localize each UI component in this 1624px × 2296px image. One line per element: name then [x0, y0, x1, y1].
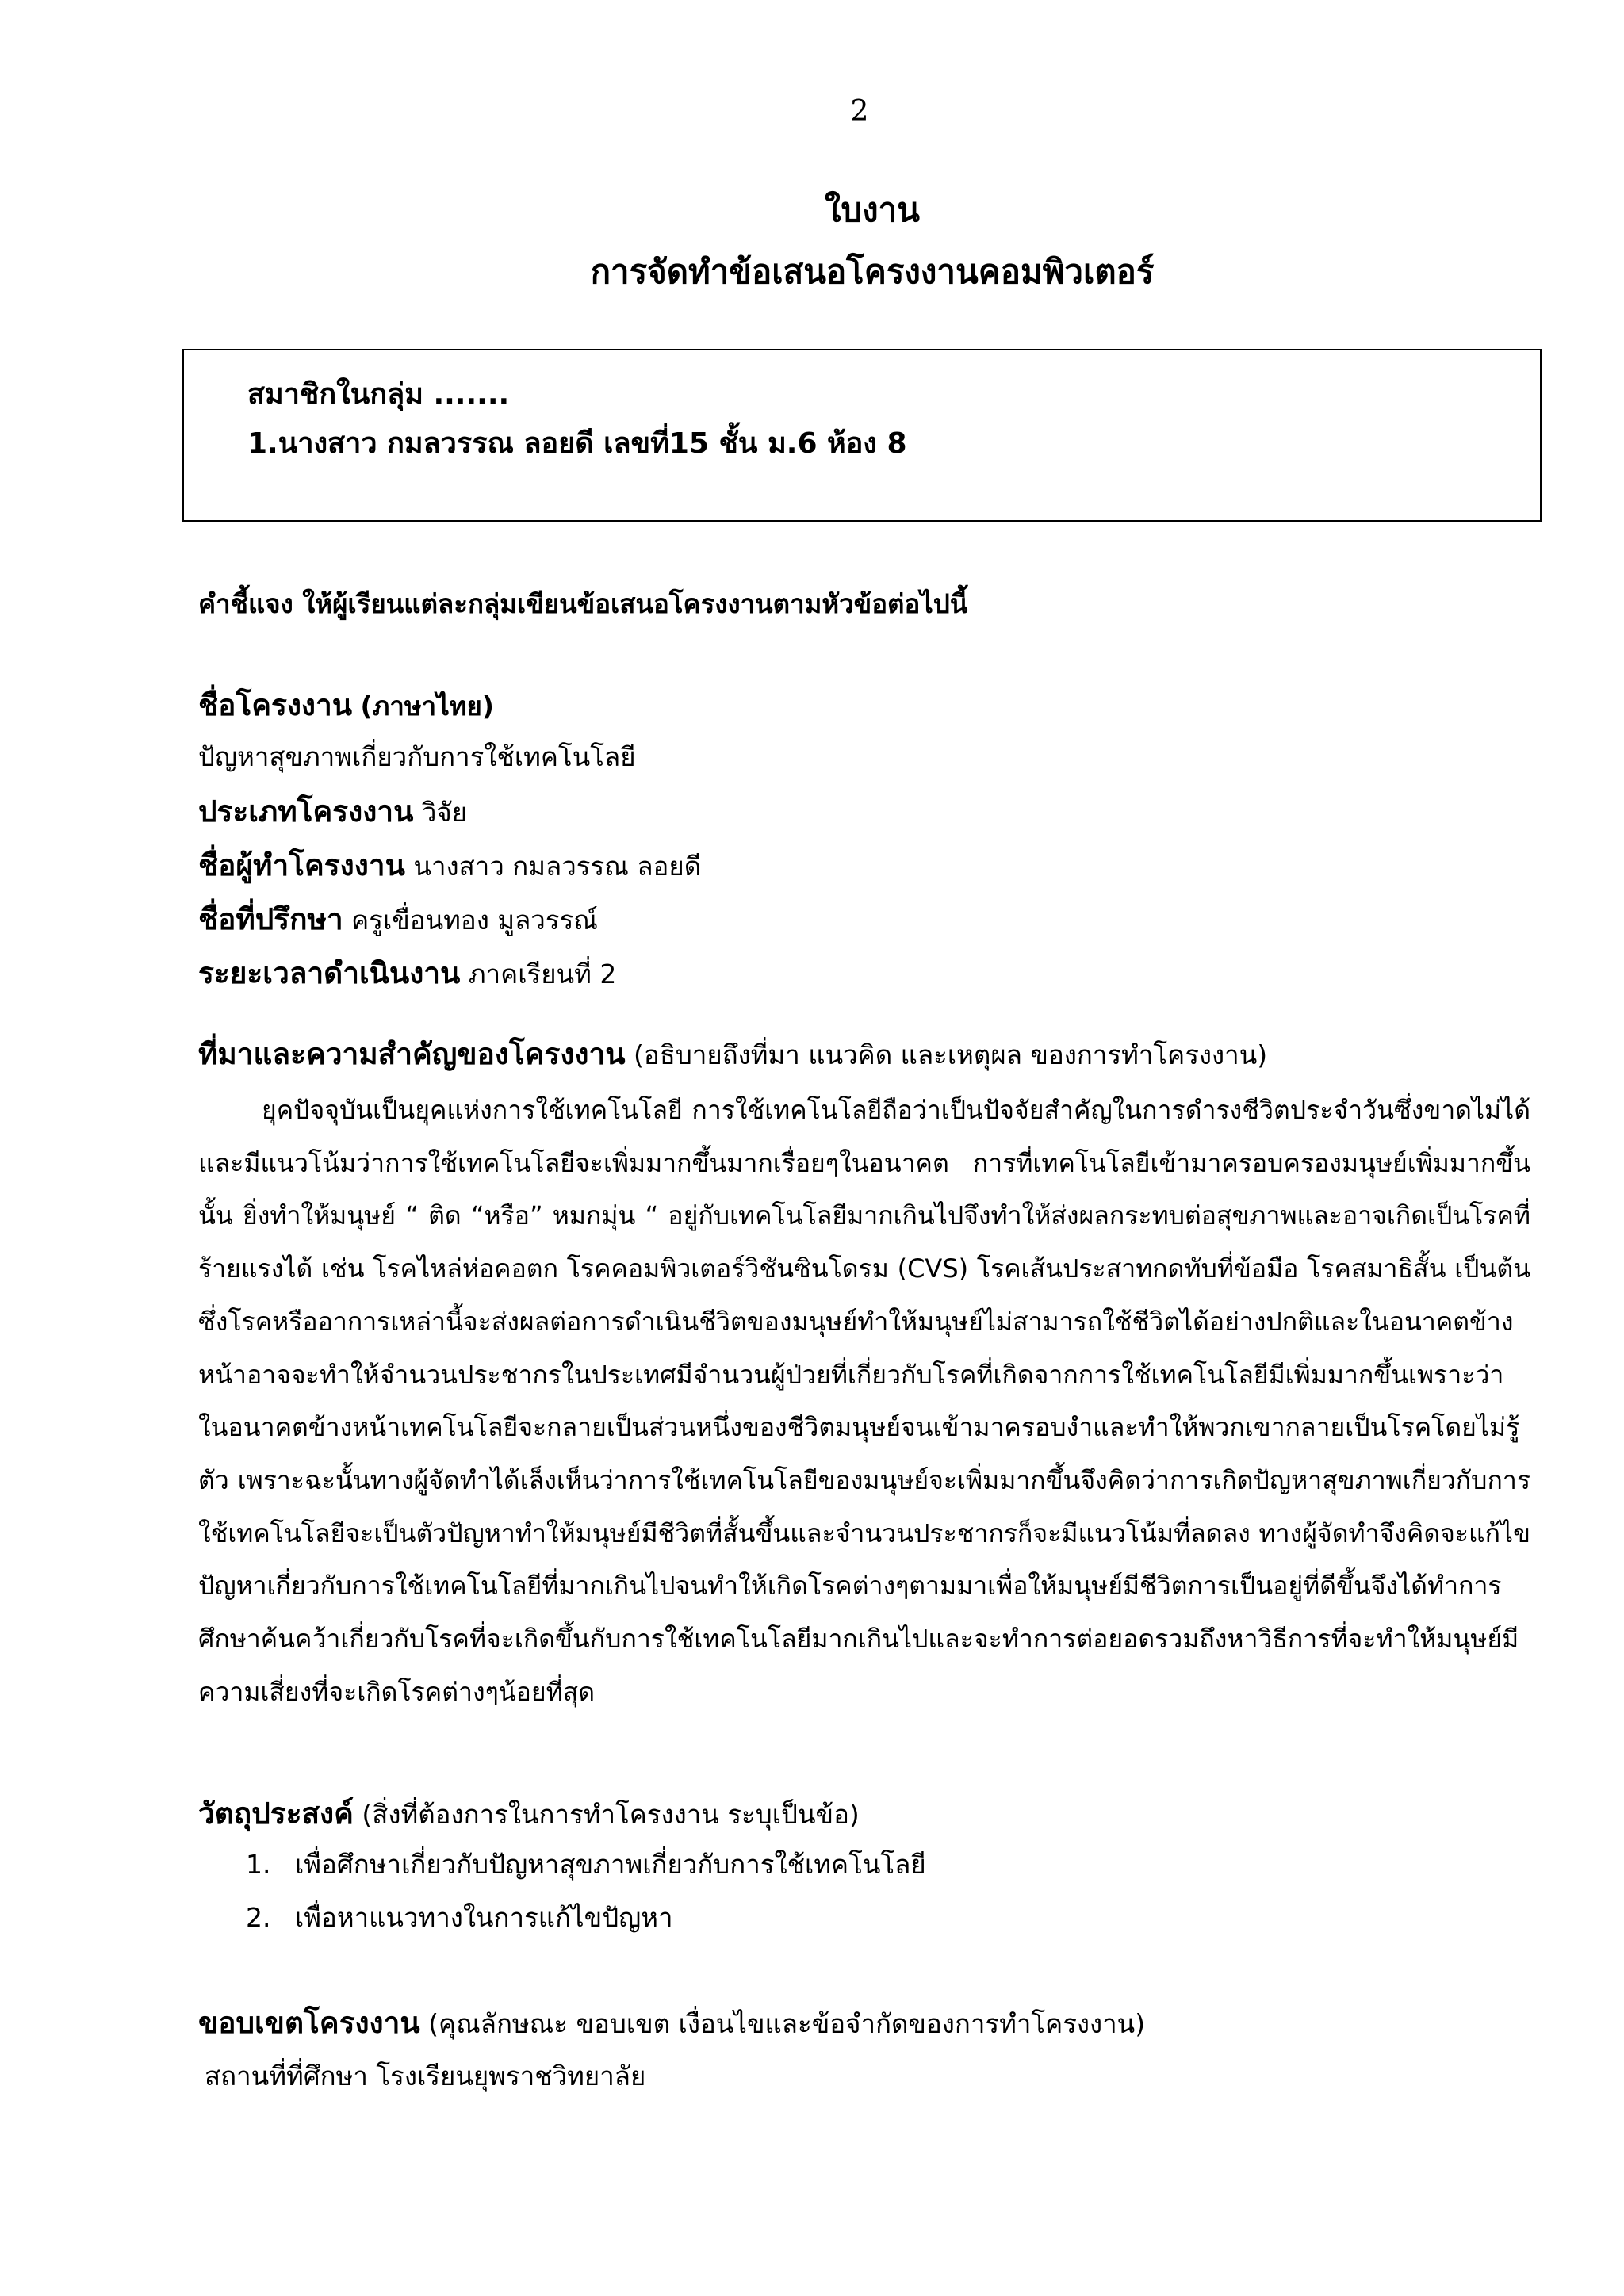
author-value: นางสาว กมลวรรณ ลอยดี	[404, 851, 702, 882]
project-type-field	[198, 788, 467, 835]
group-members-label: สมาชิกในกลุ่ม .......	[247, 378, 510, 411]
project-name-value: ปัญหาสุขภาพเกี่ยวกับการใช้เทคโนโลยี	[198, 741, 636, 772]
objective-item	[246, 1896, 673, 1938]
document-subtitle: การจัดทำข้อเสนอโครงงานคอมพิวเตอร์	[590, 252, 1155, 291]
project-type-label: ประเภทโครงงาน	[198, 794, 414, 828]
objective-text: เพื่อหาแนวทางในการแก้ไขปัญหา	[295, 1902, 673, 1933]
author-label: ชื่อผู้ทำโครงงาน	[198, 848, 405, 882]
project-name-qualifier: (ภาษาไทย)	[360, 691, 494, 721]
group-members-box	[182, 349, 1542, 522]
objectives-heading	[198, 1790, 860, 1837]
background-heading	[198, 1031, 1267, 1077]
scope-heading	[198, 1999, 1145, 2046]
page-number: 2	[850, 95, 869, 128]
advisor-value: ครูเขื่อนทอง มูลวรรณ์	[343, 905, 598, 936]
duration-value: ภาคเรียนที่ 2	[460, 959, 617, 989]
duration-label: ระยะเวลาดำเนินงาน	[198, 956, 461, 990]
objectives-label: วัตถุประสงค์	[198, 1797, 354, 1831]
project-type-value: วิจัย	[413, 797, 468, 828]
objective-item	[246, 1843, 926, 1885]
group-member-entry: 1.นางสาว กมลวรรณ ลอยดี เลขที่15 ชั้น ม.6 ห้อง 8	[247, 427, 907, 460]
instruction-text: คำชี้แจง ให้ผู้เรียนแต่ละกลุ่มเขียนข้อเสนอโครงงานตามหัวข้อต่อไปนี้	[198, 588, 968, 619]
document-title: ใบงาน	[825, 190, 920, 229]
project-name-heading	[198, 682, 494, 729]
project-name-label: ชื่อโครงงาน	[198, 688, 353, 722]
background-hint: (อธิบายถึงที่มา แนวคิด และเหตุผล ของการทำโครงงาน)	[625, 1039, 1268, 1070]
objective-text: เพื่อศึกษาเกี่ยวกับปัญหาสุขภาพเกี่ยวกับการใช้เทคโนโลยี	[295, 1849, 926, 1880]
advisor-label: ชื่อที่ปรึกษา	[198, 902, 343, 936]
objective-number: 2.	[246, 1902, 271, 1933]
background-label: ที่มาและความสำคัญของโครงงาน	[198, 1037, 626, 1071]
duration-field	[198, 950, 616, 997]
scope-label: ขอบเขตโครงงาน	[198, 2006, 420, 2040]
scope-hint: (คุณลักษณะ ขอบเขต เงื่อนไขและข้อจำกัดของการทำโครงงาน)	[419, 2008, 1146, 2039]
background-paragraph: ยุคปัจจุบันเป็นยุคแห่งการใช้เทคโนโลยี การใช้เทคโนโลยีถือว่าเป็นปัจจัยสำคัญในการดำรงชีวิตประจำวันซึ่งขาดไม่ได้และมีแนวโน้มว่าการใช้เทคโนโลยีจะเพิ่มมากขึ้นมากเรื่อยๆในอนาคต การที่เทคโนโลยีเข้ามาครอบครองมนุษย์เพิ่มมากขึ้นนั้น ยิ่งทำให้มนุษย์ “ ติด “หรือ” หมกมุ่น “ อยู่กับเทคโนโลยีมากเกินไปจึงทำให้ส่งผลกระทบต่อสุขภาพและอาจเกิดเป็นโรคที่ร้ายแรงได้ เช่น โรคไหล่ห่อคอตก โรคคอมพิวเตอร์วิชันซินโดรม (CVS) โรคเส้นประสาทกดทับที่ข้อมือ โรคสมาธิสั้น เป็นต้น ซึ่งโรคหรืออาการเหล่านี้จะส่งผลต่อการดำเนินชีวิตของมนุษย์ทำให้มนุษย์ไม่สามารถใช้ชีวิตได้อย่างปกติและในอนาคตข้างหน้าอาจจะทำให้จำนวนประชากรในประเทศมีจำนวนผู้ป่วยที่เกี่ยวกับโรคที่เกิดจากการใช้เทคโนโลยีมีเพิ่มมากขึ้นเพราะว่าในอนาคตข้างหน้าเทคโนโลยีจะกลายเป็นส่วนหนึ่งของชีวิตมนุษย์จนเข้ามาครอบงำและทำให้พวกเขากลายเป็นโรคโดยไม่รู้ตัว เพราะฉะนั้นทางผู้จัดทำได้เล็งเห็นว่าการใช้เทคโนโลยีของมนุษย์จะเพิ่มมากขึ้นจึงคิดว่าการเกิดปัญหาสุขภาพเกี่ยวกับการใช้เทคโนโลยีจะเป็นตัวปัญหาทำให้มนุษย์มีชีวิตที่สั้นขึ้นและจำนวนประชากรก็จะมีแนวโน้มที่ลดลง ทางผู้จัดทำจึงคิดจะแก้ไขปัญหาเกี่ยวกับการใช้เทคโนโลยีที่มากเกินไปจนทำให้เกิดโรคต่างๆตามมาเพื่อให้มนุษย์มีชีวิตการเป็นอยู่ที่ดีขึ้นจึงได้ทำการศึกษาค้นคว้าเกี่ยวกับโรคที่จะเกิดขึ้นกับการใช้เทคโนโลยีมากเกินไปและจะทำการต่อยอดรวมถึงหาวิธีการที่จะทำให้มนุษย์มีความเสี่ยงที่จะเกิดโรคต่างๆน้อยที่สุด	[198, 1095, 1530, 1707]
scope-value: สถานที่ที่ศึกษา โรงเรียนยุพราชวิทยาลัย	[205, 2061, 646, 2091]
objective-number: 1.	[246, 1849, 271, 1880]
objectives-hint: (สิ่งที่ต้องการในการทำโครงงาน ระบุเป็นข้อ)	[353, 1799, 860, 1830]
author-field	[198, 842, 701, 889]
advisor-field	[198, 896, 598, 943]
